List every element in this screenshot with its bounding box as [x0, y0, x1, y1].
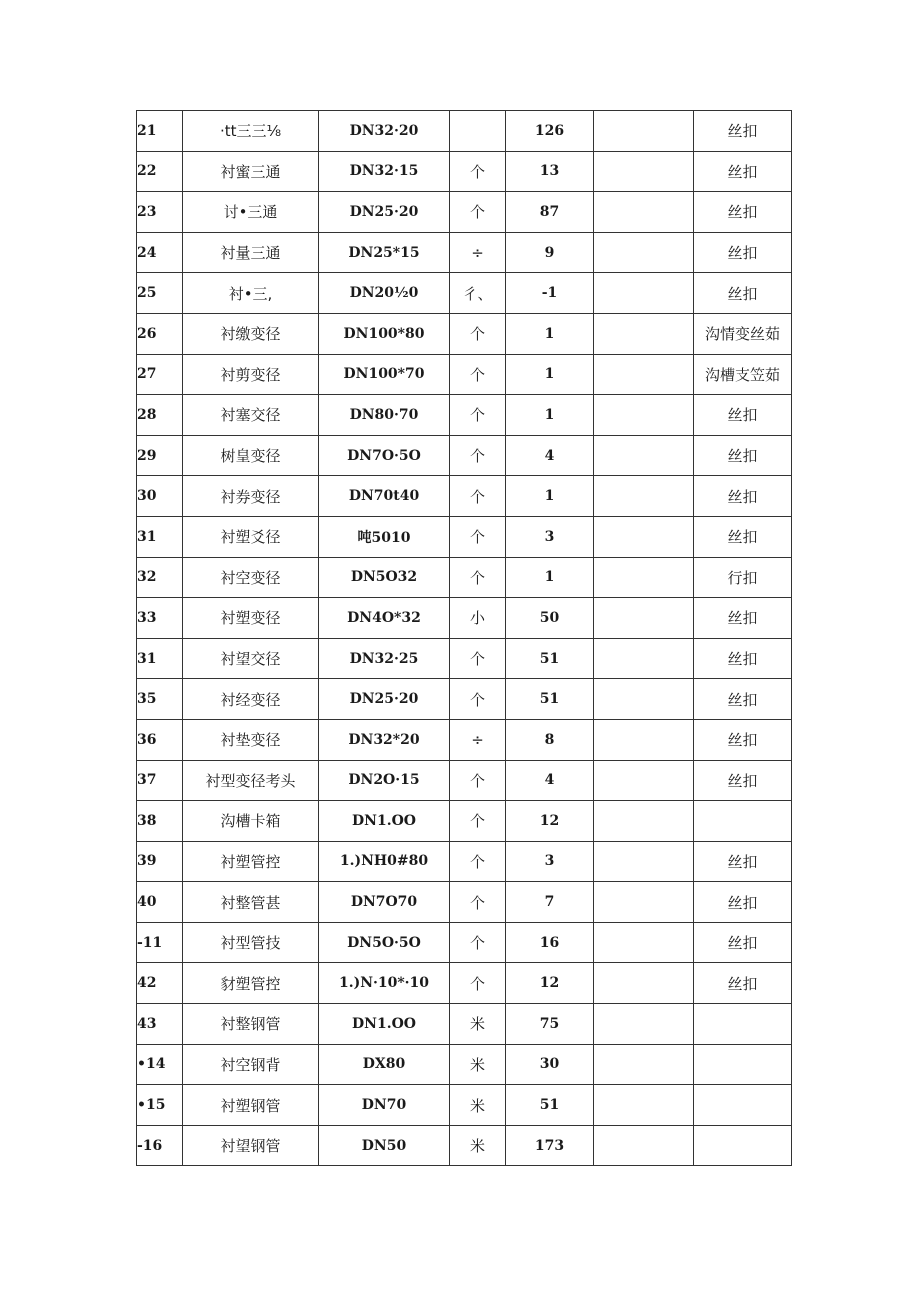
item-note: 丝扣	[694, 638, 792, 679]
item-quantity: 13	[506, 151, 594, 192]
item-spec: DN32*20	[319, 719, 450, 760]
row-number: 28	[137, 395, 183, 436]
item-blank	[594, 719, 694, 760]
item-quantity: 126	[506, 111, 594, 152]
item-name: 衬整管甚	[183, 882, 319, 923]
row-number: 22	[137, 151, 183, 192]
item-blank	[594, 1085, 694, 1126]
item-name: 衬望交径	[183, 638, 319, 679]
table-row	[137, 841, 792, 882]
item-unit: 个	[450, 557, 506, 598]
row-number: -16	[137, 1125, 183, 1166]
item-blank	[594, 760, 694, 801]
item-blank	[594, 1125, 694, 1166]
item-unit: 个	[450, 922, 506, 963]
table-row	[137, 598, 792, 639]
item-unit: 个	[450, 679, 506, 720]
item-blank	[594, 354, 694, 395]
item-quantity: 7	[506, 882, 594, 923]
item-blank	[594, 801, 694, 842]
item-note: 丝扣	[694, 841, 792, 882]
item-quantity: 8	[506, 719, 594, 760]
item-name: 衬望钢管	[183, 1125, 319, 1166]
item-quantity: 1	[506, 557, 594, 598]
item-unit: 个	[450, 476, 506, 517]
item-blank	[594, 313, 694, 354]
row-number: 42	[137, 963, 183, 1004]
row-number: 29	[137, 435, 183, 476]
item-unit: 个	[450, 354, 506, 395]
item-unit: 米	[450, 1044, 506, 1085]
item-spec: DN20½0	[319, 273, 450, 314]
item-quantity: 3	[506, 516, 594, 557]
item-spec: DN25*15	[319, 232, 450, 273]
item-note: 丝扣	[694, 882, 792, 923]
item-quantity: 1	[506, 313, 594, 354]
item-quantity: 50	[506, 598, 594, 639]
item-blank	[594, 638, 694, 679]
item-name: 衬缴变径	[183, 313, 319, 354]
item-note	[694, 1125, 792, 1166]
item-spec: DN32·15	[319, 151, 450, 192]
item-spec: DN100*80	[319, 313, 450, 354]
table-row	[137, 1125, 792, 1166]
item-unit: 个	[450, 882, 506, 923]
table-row	[137, 638, 792, 679]
table-row	[137, 801, 792, 842]
item-quantity: 51	[506, 1085, 594, 1126]
item-quantity: 30	[506, 1044, 594, 1085]
table-row	[137, 151, 792, 192]
item-note: 丝扣	[694, 719, 792, 760]
item-unit: 个	[450, 963, 506, 1004]
row-number: 31	[137, 516, 183, 557]
item-quantity: 4	[506, 435, 594, 476]
item-name: 衬经变径	[183, 679, 319, 720]
row-number: 25	[137, 273, 183, 314]
item-blank	[594, 395, 694, 436]
item-spec: 吨5010	[319, 516, 450, 557]
item-spec: 1.)N·10*·10	[319, 963, 450, 1004]
item-name: 衬整钢管	[183, 1004, 319, 1045]
item-spec: DX80	[319, 1044, 450, 1085]
table-row	[137, 313, 792, 354]
item-note	[694, 801, 792, 842]
item-blank	[594, 151, 694, 192]
item-blank	[594, 922, 694, 963]
item-quantity: 51	[506, 638, 594, 679]
item-quantity: 87	[506, 192, 594, 233]
item-blank	[594, 435, 694, 476]
row-number: 38	[137, 801, 183, 842]
item-note: 丝扣	[694, 395, 792, 436]
item-unit: 个	[450, 395, 506, 436]
item-spec: DN70t40	[319, 476, 450, 517]
item-spec: DN70	[319, 1085, 450, 1126]
row-number: -11	[137, 922, 183, 963]
item-quantity: 51	[506, 679, 594, 720]
table-row	[137, 1004, 792, 1045]
item-spec: DN100*70	[319, 354, 450, 395]
item-unit: 个	[450, 151, 506, 192]
item-note: 丝扣	[694, 598, 792, 639]
item-blank	[594, 111, 694, 152]
item-name: 讨•三通	[183, 192, 319, 233]
item-note: 沟情变丝茹	[694, 313, 792, 354]
table-row	[137, 679, 792, 720]
item-name: 衬空变径	[183, 557, 319, 598]
item-note: 丝扣	[694, 516, 792, 557]
item-unit: 米	[450, 1085, 506, 1126]
row-number: 37	[137, 760, 183, 801]
item-quantity: 12	[506, 963, 594, 1004]
table-row	[137, 557, 792, 598]
item-note: 丝扣	[694, 679, 792, 720]
item-quantity: 9	[506, 232, 594, 273]
item-name: 衬量三通	[183, 232, 319, 273]
item-unit: 个	[450, 841, 506, 882]
item-note: 丝扣	[694, 922, 792, 963]
item-blank	[594, 963, 694, 1004]
item-unit: 个	[450, 801, 506, 842]
item-name: 衬券变径	[183, 476, 319, 517]
item-quantity: 75	[506, 1004, 594, 1045]
table-row	[137, 192, 792, 233]
item-spec: DN7O70	[319, 882, 450, 923]
item-note: 丝扣	[694, 435, 792, 476]
item-note: 丝扣	[694, 151, 792, 192]
item-unit: 米	[450, 1125, 506, 1166]
table-row	[137, 111, 792, 152]
item-name: ·tt三三⅛	[183, 111, 319, 152]
item-name: 衬塑变径	[183, 598, 319, 639]
item-unit: 彳、	[450, 273, 506, 314]
item-note	[694, 1004, 792, 1045]
item-blank	[594, 882, 694, 923]
item-blank	[594, 476, 694, 517]
row-number: 27	[137, 354, 183, 395]
item-blank	[594, 1044, 694, 1085]
item-name: 衬剪变径	[183, 354, 319, 395]
item-unit: 个	[450, 313, 506, 354]
item-blank	[594, 598, 694, 639]
item-note: 丝扣	[694, 232, 792, 273]
row-number: 36	[137, 719, 183, 760]
item-unit: ÷	[450, 719, 506, 760]
table-row	[137, 963, 792, 1004]
table-row	[137, 273, 792, 314]
row-number: 33	[137, 598, 183, 639]
item-blank	[594, 273, 694, 314]
item-spec: DN50	[319, 1125, 450, 1166]
item-note: 丝扣	[694, 273, 792, 314]
item-spec: DN5O·5O	[319, 922, 450, 963]
item-name: 衬蜜三通	[183, 151, 319, 192]
item-spec: DN1.OO	[319, 1004, 450, 1045]
table-row	[137, 516, 792, 557]
item-name: 衬型管技	[183, 922, 319, 963]
item-name: 树皇变径	[183, 435, 319, 476]
row-number: 21	[137, 111, 183, 152]
item-name: 衬塞交径	[183, 395, 319, 436]
item-blank	[594, 841, 694, 882]
table-row	[137, 922, 792, 963]
table-row	[137, 435, 792, 476]
item-note: 丝扣	[694, 192, 792, 233]
item-unit: 小	[450, 598, 506, 639]
row-number: 40	[137, 882, 183, 923]
item-blank	[594, 557, 694, 598]
table-row	[137, 232, 792, 273]
item-name: 衬垫变径	[183, 719, 319, 760]
item-spec: DN25·20	[319, 192, 450, 233]
item-blank	[594, 516, 694, 557]
row-number: 23	[137, 192, 183, 233]
item-spec: DN80·70	[319, 395, 450, 436]
item-blank	[594, 232, 694, 273]
item-spec: DN4O*32	[319, 598, 450, 639]
item-note: 丝扣	[694, 963, 792, 1004]
item-name: 衬塑爻径	[183, 516, 319, 557]
item-note: 丝扣	[694, 760, 792, 801]
row-number: 43	[137, 1004, 183, 1045]
item-quantity: -1	[506, 273, 594, 314]
item-spec: DN1.OO	[319, 801, 450, 842]
item-unit: 个	[450, 435, 506, 476]
table-row	[137, 719, 792, 760]
table-row	[137, 395, 792, 436]
item-name: 衬塑钢管	[183, 1085, 319, 1126]
item-name: 衬型变径考头	[183, 760, 319, 801]
item-quantity: 3	[506, 841, 594, 882]
item-blank	[594, 192, 694, 233]
table-row	[137, 760, 792, 801]
item-unit: 个	[450, 516, 506, 557]
item-unit: 米	[450, 1004, 506, 1045]
item-name: 衬•三,	[183, 273, 319, 314]
item-blank	[594, 1004, 694, 1045]
item-name: 衬塑管控	[183, 841, 319, 882]
row-number: •14	[137, 1044, 183, 1085]
item-quantity: 12	[506, 801, 594, 842]
table-row	[137, 476, 792, 517]
item-quantity: 1	[506, 354, 594, 395]
item-unit	[450, 111, 506, 152]
item-spec: 1.)NH0#80	[319, 841, 450, 882]
row-number: 39	[137, 841, 183, 882]
item-unit: 个	[450, 638, 506, 679]
row-number: 32	[137, 557, 183, 598]
item-blank	[594, 679, 694, 720]
item-spec: DN7O·5O	[319, 435, 450, 476]
row-number: 24	[137, 232, 183, 273]
table-row	[137, 882, 792, 923]
item-quantity: 1	[506, 476, 594, 517]
row-number: •15	[137, 1085, 183, 1126]
materials-table	[136, 110, 792, 1166]
item-note: 丝扣	[694, 111, 792, 152]
item-quantity: 4	[506, 760, 594, 801]
item-name: 衬空钢背	[183, 1044, 319, 1085]
item-note: 沟槽支笠茹	[694, 354, 792, 395]
row-number: 31	[137, 638, 183, 679]
item-quantity: 173	[506, 1125, 594, 1166]
item-unit: 个	[450, 192, 506, 233]
item-spec: DN32·25	[319, 638, 450, 679]
item-unit: ÷	[450, 232, 506, 273]
item-spec: DN25·20	[319, 679, 450, 720]
item-unit: 个	[450, 760, 506, 801]
item-note	[694, 1044, 792, 1085]
materials-table-body	[137, 111, 792, 1166]
table-row	[137, 1085, 792, 1126]
item-note: 丝扣	[694, 476, 792, 517]
item-note	[694, 1085, 792, 1126]
item-name: 豺塑管控	[183, 963, 319, 1004]
row-number: 35	[137, 679, 183, 720]
item-quantity: 1	[506, 395, 594, 436]
item-quantity: 16	[506, 922, 594, 963]
item-name: 沟槽卡箱	[183, 801, 319, 842]
item-spec: DN32·20	[319, 111, 450, 152]
item-spec: DN5O32	[319, 557, 450, 598]
row-number: 26	[137, 313, 183, 354]
item-spec: DN2O·15	[319, 760, 450, 801]
row-number: 30	[137, 476, 183, 517]
item-note: 行扣	[694, 557, 792, 598]
table-row	[137, 1044, 792, 1085]
table-row	[137, 354, 792, 395]
